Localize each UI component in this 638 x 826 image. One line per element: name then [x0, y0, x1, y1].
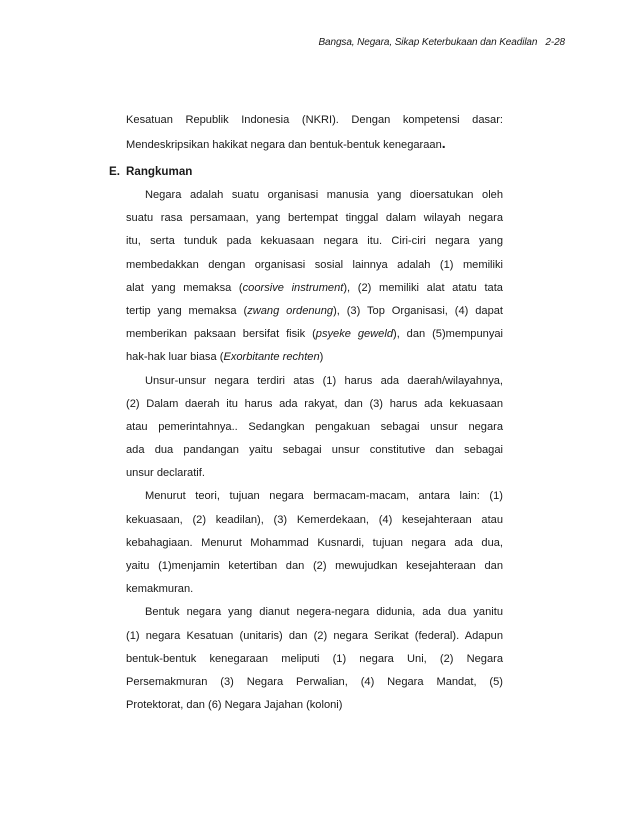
- paragraph-line: (1) negara Kesatuan (unitaris) dan (2) negara Serikat (federal). Adapun: [126, 629, 503, 642]
- paragraph-line: [126, 323, 503, 346]
- paragraph-line: [126, 300, 503, 323]
- paragraph-line: unsur declaratif.: [126, 467, 205, 480]
- italic-term: zwang ordenung: [247, 304, 334, 317]
- section-heading: [109, 160, 192, 183]
- paragraph-line: kebahagiaan. Menurut Mohammad Kusnardi, tujuan negara ada dua,: [126, 536, 503, 549]
- line-segment: ): [319, 351, 324, 364]
- line-segment: ), (3) Top Organisasi, (4) dapat: [333, 304, 504, 317]
- line-segment: ), dan (5)mempunyai: [393, 328, 503, 341]
- paragraph-line: bentuk-bentuk kenegaraan meliputi (1) negara Uni, (2) Negara: [126, 652, 503, 665]
- paragraph-line: kekuasaan, (2) keadilan), (3) Kemerdekaan, (4) kesejahteraan atau: [126, 513, 503, 526]
- summary-body: [126, 184, 503, 717]
- paragraph-line: Protektorat, dan (6) Negara Jajahan (koloni): [126, 699, 343, 712]
- paragraph-line: Persemakmuran (3) Negara Perwalian, (4) Negara Mandat, (5): [126, 675, 503, 688]
- section-number: E.: [109, 165, 120, 178]
- line-segment: memberikan paksaan bersifat fisik (: [126, 328, 316, 341]
- paragraph-line: suatu rasa persamaan, yang bertempat tinggal dalam wilayah negara: [126, 212, 503, 225]
- paragraph-line: [126, 277, 503, 300]
- page-number: 2-28: [545, 37, 565, 48]
- paragraph-line: membedakkan dengan organisasi sosial lainnya adalah (1) memiliki: [126, 258, 503, 271]
- paragraph-line: itu, serta tunduk pada kekuasaan negara itu. Ciri-ciri negara yang: [126, 235, 503, 248]
- line-segment: alat yang memaksa (: [126, 281, 243, 294]
- running-header: [318, 37, 565, 48]
- paragraph-line: Menurut teori, tujuan negara bermacam-macam, antara lain: (1): [145, 490, 503, 503]
- paragraph-line: Bentuk negara yang dianut negera-negara didunia, ada dua yanitu: [145, 606, 503, 619]
- intro-text: [126, 109, 503, 155]
- italic-term: psyeke geweld: [315, 328, 393, 341]
- paragraph-line: yaitu (1)menjamin ketertiban dan (2) mewujudkan kesejahteraan dan: [126, 560, 503, 572]
- line-segment: tertip yang memaksa (: [126, 304, 248, 317]
- header-title: Bangsa, Negara, Sikap Keterbukaan dan Keadilan: [318, 37, 538, 48]
- intro-line: [126, 132, 503, 155]
- italic-term: Exorbitante rechten: [223, 351, 320, 364]
- line-segment: hak-hak luar biasa (: [126, 351, 224, 364]
- italic-term: coorsive instrument: [242, 281, 344, 294]
- paragraph-line: Negara adalah suatu organisasi manusia yang dioersatukan oleh: [145, 189, 503, 201]
- line-segment: ), (2) memiliki alat atatu tata: [343, 281, 503, 294]
- intro-line-period: .: [441, 135, 446, 152]
- section-title: Rangkuman: [126, 165, 193, 178]
- intro-line: Kesatuan Republik Indonesia (NKRI). Dengan kompetensi dasar:: [126, 114, 503, 126]
- paragraph-line: atau pemerintahnya.. Sedangkan pengakuan sebagai unsur negara: [126, 420, 503, 433]
- paragraph-line: Unsur-unsur negara terdiri atas (1) harus ada daerah/wilayahnya,: [145, 374, 503, 387]
- paragraph-line: [126, 346, 503, 369]
- paragraph-line: ada dua pandangan yaitu sebagai unsur constitutive dan sebagai: [126, 444, 503, 457]
- paragraph-line: (2) Dalam daerah itu harus ada rakyat, dan (3) harus ada kekuasaan: [126, 397, 503, 410]
- intro-line-text: Mendeskripsikan hakikat negara dan bentuk-bentuk kenegaraan: [126, 139, 442, 152]
- paragraph-line: kemakmuran.: [126, 583, 194, 596]
